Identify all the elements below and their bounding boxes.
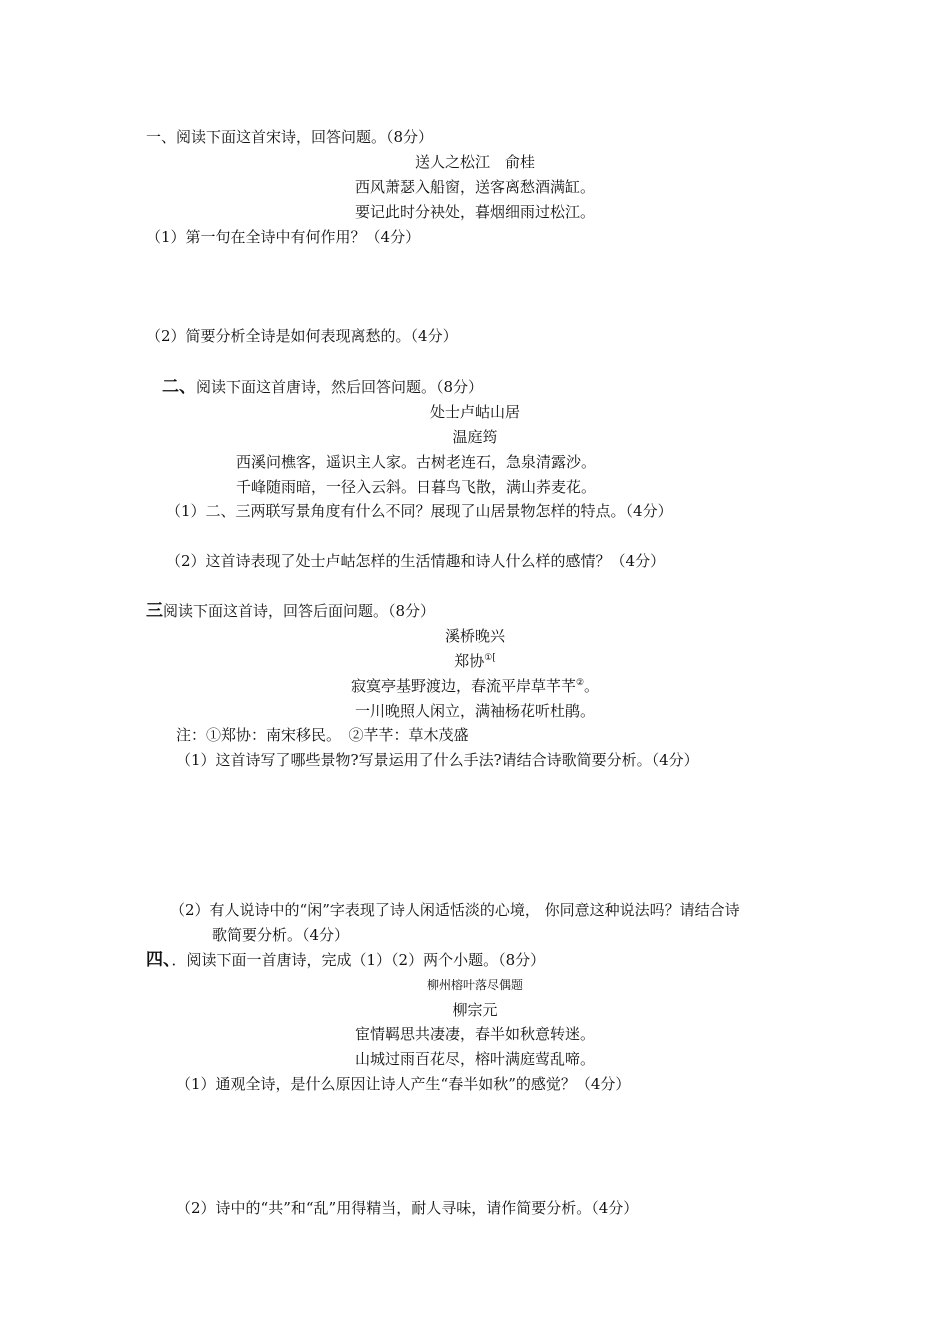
q1-subquestion-2: （2）简要分析全诗是如何表现离愁的。（4分）: [146, 327, 458, 345]
q1-poem-line-2: 要记此时分袂处，暮烟细雨过松江。: [354, 203, 595, 221]
q3-author-footnote-mark: ①[: [484, 653, 496, 663]
q1-poem-line-1: 西风萧瑟入船窗，送客离愁酒满缸。: [354, 178, 595, 196]
q2-heading-line: [162, 377, 483, 397]
q3-poem-line-2: 一川晚照人闲立，满袖杨花听杜鹃。: [354, 702, 595, 720]
q3-poem-author-line: [0, 651, 950, 671]
q3-poem-line-1-text: 寂寞亭基野渡边，春流平岸草芊芊: [350, 677, 576, 695]
q4-number: 四、: [146, 950, 172, 970]
q3-subquestion-1: （1）这首诗写了哪些景物?写景运用了什么手法?请结合诗歌简要分析。（4分）: [176, 751, 699, 769]
q4-poem-line-2: 山城过雨百花尽，榕叶满庭莺乱啼。: [354, 1050, 595, 1068]
q4-subquestion-2: （2）诗中的“共”和“乱”用得精当，耐人寻味，请作简要分析。（4分）: [176, 1199, 639, 1217]
q2-poem-title: 处士卢岵山居: [429, 403, 520, 421]
q2-heading: 阅读下面这首唐诗，然后回答问题。（8分）: [196, 378, 484, 396]
q1-poem-title: 送人之松江 俞桂: [414, 153, 535, 171]
q3-number: 三: [146, 601, 163, 621]
q4-heading: ．阅读下面一首唐诗，完成（1）（2）两个小题。（8分）: [171, 951, 546, 969]
q4-heading-line: [146, 950, 545, 970]
q2-subquestion-2: （2）这首诗表现了处士卢岵怎样的生活情趣和诗人什么样的感情？（4分）: [166, 552, 666, 570]
q3-poem-line-1-end: 。: [584, 677, 600, 695]
q4-poem-line-1: 宦情羁思共凄凄，春半如秋意转迷。: [354, 1025, 595, 1043]
q3-heading: 阅读下面这首诗，回答后面问题。（8分）: [163, 602, 436, 620]
q1-heading: 一、阅读下面这首宋诗，回答问题。（8分）: [146, 128, 434, 146]
q3-subquestion-2-line-2: 歌简要分析。（4分）: [212, 926, 350, 944]
q3-note: 注：①郑协：南宋移民。 ②芊芊：草木茂盛: [176, 726, 469, 744]
q2-subquestion-1: （1）二、三两联写景角度有什么不同？展现了山居景物怎样的特点。（4分）: [166, 502, 673, 520]
q3-heading-line: [146, 601, 435, 621]
q3-line-footnote-mark: ②: [575, 678, 585, 688]
q2-number: 二、: [162, 377, 196, 397]
q1-subquestion-1: （1）第一句在全诗中有何作用？（4分）: [146, 228, 421, 246]
q4-poem-author: 柳宗元: [452, 1001, 498, 1019]
q4-subquestion-1: （1）通观全诗，是什么原因让诗人产生“春半如秋”的感觉？（4分）: [176, 1075, 631, 1093]
q3-poem-author: 郑协: [454, 652, 485, 670]
q4-poem-title: 柳州榕叶落尽偶题: [426, 978, 523, 992]
q3-poem-title: 溪桥晚兴: [444, 627, 505, 645]
q2-poem-line-2: 千峰随雨暗，一径入云斜。日暮鸟飞散，满山荞麦花。: [236, 478, 597, 496]
q3-poem-line-1: [0, 676, 950, 696]
q3-subquestion-2-line-1: （2）有人说诗中的“闲”字表现了诗人闲适恬淡的心境， 你同意这种说法吗？请结合诗: [170, 901, 740, 919]
q2-poem-author: 温庭筠: [452, 428, 498, 446]
q2-poem-line-1: 西溪问樵客，遥识主人家。古树老连石，急泉清露沙。: [236, 453, 597, 471]
